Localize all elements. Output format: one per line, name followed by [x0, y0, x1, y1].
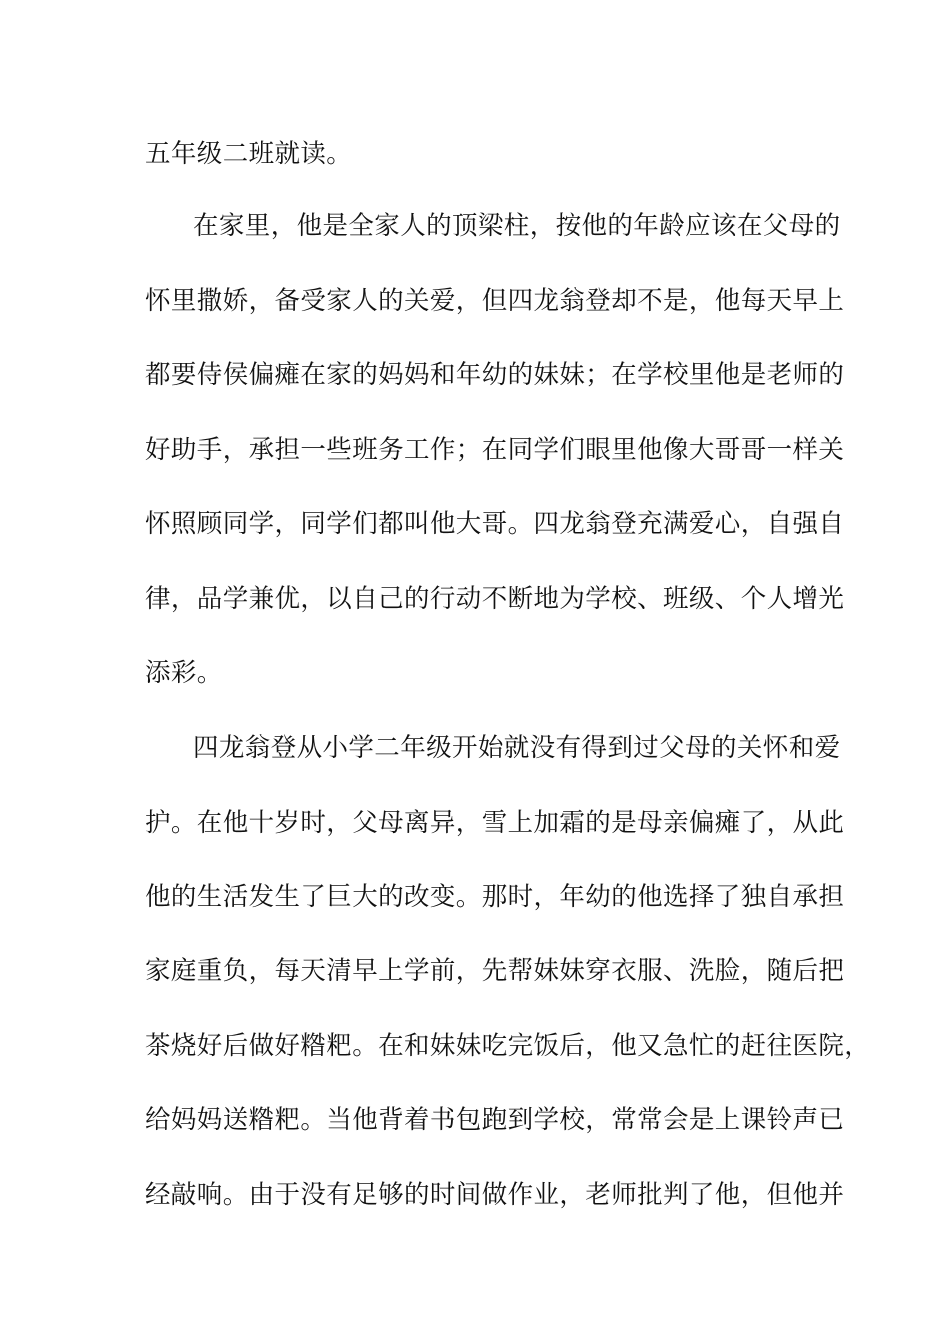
text-line: 律，品学兼优，以自己的行动不断地为学校、班级、个人增光 — [145, 584, 845, 614]
text-line: 给妈妈送糌粑。当他背着书包跑到学校，常常会是上课铃声已 — [145, 1105, 845, 1135]
text-line: 都要侍侯偏瘫在家的妈妈和年幼的妹妹；在学校里他是老师的 — [145, 360, 845, 390]
text-line: 他的生活发生了巨大的改变。那时，年幼的他选择了独自承担 — [145, 882, 845, 912]
text-line: 茶烧好后做好糌粑。在和妹妹吃完饭后，他又急忙的赶往医院， — [145, 1031, 871, 1061]
text-line: 经敲响。由于没有足够的时间做作业，老师批判了他，但他并 — [145, 1180, 845, 1210]
text-line: 五年级二班就读。 — [145, 139, 353, 169]
text-line: 家庭重负，每天清早上学前，先帮妹妹穿衣服、洗脸，随后把 — [145, 956, 845, 986]
text-line: 好助手，承担一些班务工作；在同学们眼里他像大哥哥一样关 — [145, 435, 845, 465]
text-line: 四龙翁登从小学二年级开始就没有得到过父母的关怀和爱 — [193, 733, 841, 763]
text-line: 添彩。 — [145, 658, 223, 688]
text-line: 护。在他十岁时，父母离异，雪上加霜的是母亲偏瘫了，从此 — [145, 808, 845, 838]
text-line: 怀里撒娇，备受家人的关爱，但四龙翁登却不是，他每天早上 — [145, 286, 845, 316]
text-line: 在家里，他是全家人的顶梁柱，按他的年龄应该在父母的 — [193, 211, 841, 241]
text-line: 怀照顾同学，同学们都叫他大哥。四龙翁登充满爱心，自强自 — [145, 509, 845, 539]
